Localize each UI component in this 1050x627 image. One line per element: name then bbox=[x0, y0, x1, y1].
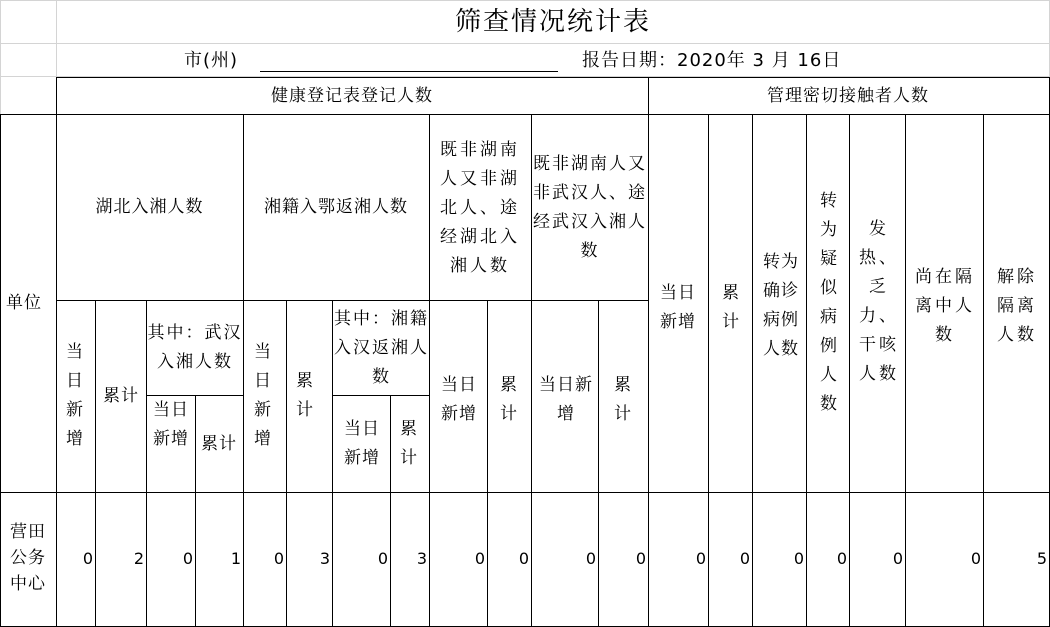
report-date-label: 报告日期：2020年 3 月 16日 bbox=[582, 50, 842, 71]
cell-via-hubei-daily-new: 0 bbox=[474, 549, 485, 568]
cell-wuhan-cumulative: 1 bbox=[230, 549, 241, 568]
cell-hubei-cumulative: 2 bbox=[133, 549, 144, 568]
cell-wuhan-daily-new: 0 bbox=[182, 549, 193, 568]
cell-xiangji-daily-new: 0 bbox=[273, 549, 284, 568]
header-in-isolation: 尚在隔离中人数 bbox=[915, 266, 975, 345]
header-to-suspected: 转为疑似病例人数 bbox=[820, 191, 838, 414]
header-via-wuhan-cumulative: 累计 bbox=[614, 375, 632, 424]
group-health-register: 健康登记表登记人数 bbox=[271, 86, 433, 106]
cell-to-suspected: 0 bbox=[836, 549, 847, 568]
cell-released: 5 bbox=[1036, 549, 1047, 568]
page-title: 筛查情况统计表 bbox=[454, 6, 651, 37]
cell-via-han-daily-new: 0 bbox=[377, 549, 388, 568]
cell-contacts-cumulative: 0 bbox=[739, 549, 750, 568]
unit-header: 单位 bbox=[6, 293, 42, 313]
city-label: 市(州) bbox=[184, 50, 239, 71]
header-contacts-cumulative: 累计 bbox=[722, 283, 740, 332]
header-via-hubei: 既非湖南人又非湖北人、途经湖北入湘人数 bbox=[440, 139, 520, 276]
header-hubei-to-hunan: 湖北入湘人数 bbox=[95, 197, 204, 217]
header-wuhan-cumulative: 累计 bbox=[201, 433, 237, 454]
cell-via-wuhan-daily-new: 0 bbox=[585, 549, 596, 568]
header-via-wuhan: 既非湖南人又非武汉人、途经武汉入湘人数 bbox=[533, 153, 647, 261]
row-unit-name: 营田公务中心 bbox=[10, 522, 46, 594]
cell-via-hubei-cumulative: 0 bbox=[518, 549, 529, 568]
header-via-wuhan-daily-new: 当日新增 bbox=[539, 375, 593, 424]
cell-contacts-daily-new: 0 bbox=[695, 549, 706, 568]
cell-fever-symptoms: 0 bbox=[892, 549, 903, 568]
header-xiangji-return: 湘籍入鄂返湘人数 bbox=[264, 197, 408, 217]
header-contacts-daily-new: 当日新增 bbox=[660, 283, 696, 332]
header-hubei-cumulative: 累计 bbox=[103, 386, 139, 406]
header-xiangji-daily-new: 当日新增 bbox=[254, 342, 272, 449]
cell-to-confirmed: 0 bbox=[793, 549, 804, 568]
cell-via-han-cumulative: 3 bbox=[416, 549, 427, 568]
header-wuhan-daily-new: 当日新增 bbox=[153, 400, 189, 449]
header-via-hubei-daily-new: 当日新增 bbox=[441, 375, 477, 424]
group-close-contacts: 管理密切接触者人数 bbox=[767, 86, 929, 106]
header-xiangji-via-han: 其中：湘籍入汉返湘人数 bbox=[334, 308, 429, 387]
header-released: 解除隔离人数 bbox=[997, 266, 1037, 345]
header-xiangji-cumulative: 累计 bbox=[296, 371, 314, 420]
cell-hubei-daily-new: 0 bbox=[82, 549, 93, 568]
header-via-han-daily-new: 当日新增 bbox=[344, 419, 380, 468]
cell-in-isolation: 0 bbox=[970, 549, 981, 568]
city-field-underline bbox=[260, 71, 558, 72]
header-wuhan-in: 其中：武汉入湘人数 bbox=[147, 323, 243, 372]
cell-via-wuhan-cumulative: 0 bbox=[635, 549, 646, 568]
header-via-han-cumulative: 累计 bbox=[400, 419, 418, 468]
header-fever-symptoms: 发热、乏力、干咳人数 bbox=[859, 219, 899, 384]
header-hubei-daily-new: 当日新增 bbox=[66, 342, 84, 449]
header-to-confirmed: 转为确诊病例人数 bbox=[763, 252, 799, 359]
cell-xiangji-cumulative: 3 bbox=[319, 549, 330, 568]
header-via-hubei-cumulative: 累计 bbox=[500, 375, 518, 424]
